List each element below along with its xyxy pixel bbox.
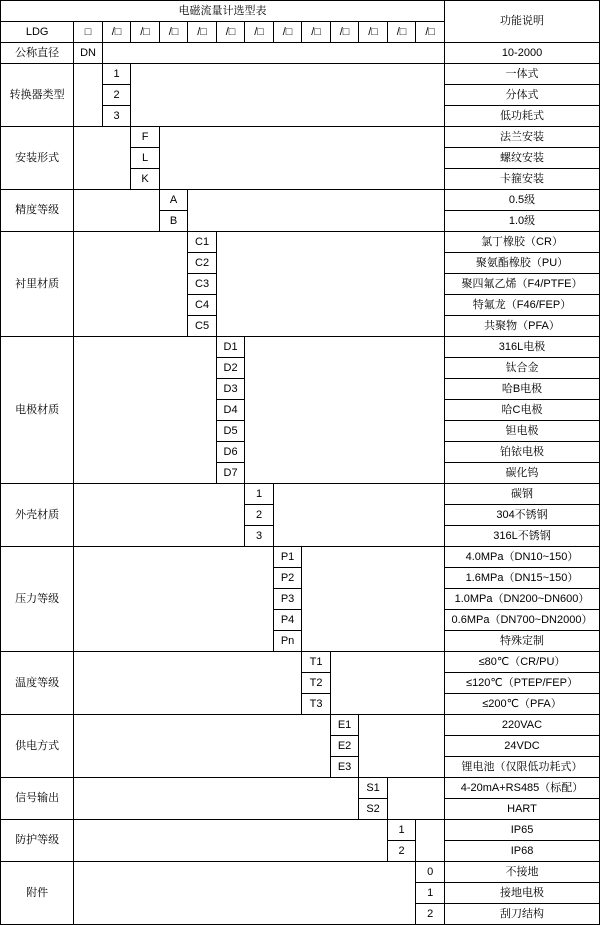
code-pressure-2: P2	[273, 568, 302, 589]
desc-electrode-5: 钽电极	[445, 421, 600, 442]
spacer-conv-right	[131, 64, 445, 127]
code-temperature-3: T3	[302, 694, 331, 715]
code-box-10: /□	[359, 22, 388, 43]
code-pressure-3: P3	[273, 589, 302, 610]
code-accuracy-1: A	[159, 190, 188, 211]
row-accuracy-1	[1, 190, 600, 211]
code-box-6: /□	[245, 22, 274, 43]
code-lining-4: C4	[188, 295, 217, 316]
spacer-lining-right	[216, 232, 444, 337]
desc-housing-1: 碳钢	[445, 484, 600, 505]
spacer-housing-left	[74, 484, 245, 547]
desc-pressure-1: 4.0MPa（DN10~150）	[445, 547, 600, 568]
code-signal-1: S1	[359, 778, 388, 799]
code-converter-type-3: 3	[102, 106, 131, 127]
code-converter-type-1: 1	[102, 64, 131, 85]
spacer-nominal-diameter	[102, 43, 444, 64]
desc-lining-5: 共聚物（PFA）	[445, 316, 600, 337]
desc-lining-1: 氯丁橡胶（CR）	[445, 232, 600, 253]
row-label-accuracy: 精度等级	[1, 190, 74, 232]
code-box-1: /□	[102, 22, 131, 43]
desc-accessory-3: 刮刀结构	[445, 904, 600, 925]
row-label-electrode: 电极材质	[1, 337, 74, 484]
desc-signal-1: 4-20mA+RS485（标配）	[445, 778, 600, 799]
desc-electrode-6: 铂铱电极	[445, 442, 600, 463]
code-pressure-4: P4	[273, 610, 302, 631]
desc-converter-type-2: 分体式	[445, 85, 600, 106]
desc-install-type-2: 螺纹安装	[445, 148, 600, 169]
desc-pressure-2: 1.6MPa（DN15~150）	[445, 568, 600, 589]
model-prefix: LDG	[1, 22, 74, 43]
code-box-9: /□	[330, 22, 359, 43]
spacer-accessory-left	[74, 862, 416, 925]
desc-electrode-7: 碳化钨	[445, 463, 600, 484]
code-box-11: /□	[387, 22, 416, 43]
code-lining-3: C3	[188, 274, 217, 295]
desc-nominal-diameter: 10-2000	[445, 43, 600, 64]
spacer-power-left	[74, 715, 331, 778]
code-temperature-1: T1	[302, 652, 331, 673]
code-box-3: /□	[159, 22, 188, 43]
code-power-2: E2	[330, 736, 359, 757]
code-electrode-2: D2	[216, 358, 245, 379]
desc-lining-2: 聚氨酯橡胶（PU）	[445, 253, 600, 274]
desc-accuracy-1: 0.5级	[445, 190, 600, 211]
code-temperature-2: T2	[302, 673, 331, 694]
row-housing-1	[1, 484, 600, 505]
code-housing-3: 3	[245, 526, 274, 547]
code-lining-1: C1	[188, 232, 217, 253]
code-lining-2: C2	[188, 253, 217, 274]
row-pressure-1	[1, 547, 600, 568]
row-protection-1	[1, 820, 600, 841]
desc-pressure-4: 0.6MPa（DN700~DN2000）	[445, 610, 600, 631]
row-label-temperature: 温度等级	[1, 652, 74, 715]
desc-install-type-3: 卡箍安装	[445, 169, 600, 190]
spacer-install-right	[159, 127, 444, 190]
spacer-signal-left	[74, 778, 359, 820]
code-electrode-6: D6	[216, 442, 245, 463]
row-converter-type-1	[1, 64, 600, 85]
spacer-housing-right	[273, 484, 444, 547]
spacer-pressure-right	[302, 547, 445, 652]
code-install-type-1: F	[131, 127, 160, 148]
desc-install-type-1: 法兰安装	[445, 127, 600, 148]
code-box-8: /□	[302, 22, 331, 43]
spacer-protection-left	[74, 820, 388, 862]
desc-housing-2: 304不锈钢	[445, 505, 600, 526]
desc-protection-1: IP65	[445, 820, 600, 841]
code-accessory-2: 1	[416, 883, 445, 904]
table-title: 电磁流量计选型表	[1, 1, 445, 22]
desc-temperature-1: ≤80℃（CR/PU）	[445, 652, 600, 673]
spacer-power-right	[359, 715, 445, 778]
spacer-lining-left	[74, 232, 188, 337]
desc-power-2: 24VDC	[445, 736, 600, 757]
code-power-3: E3	[330, 757, 359, 778]
desc-electrode-4: 哈C电极	[445, 400, 600, 421]
code-electrode-7: D7	[216, 463, 245, 484]
desc-protection-2: IP68	[445, 841, 600, 862]
row-label-install-type: 安装形式	[1, 127, 74, 190]
code-box-5: /□	[216, 22, 245, 43]
row-label-converter-type: 转换器类型	[1, 64, 74, 127]
code-box-7: /□	[273, 22, 302, 43]
code-electrode-5: D5	[216, 421, 245, 442]
row-label-nominal-diameter: 公称直径	[1, 43, 74, 64]
code-install-type-2: L	[131, 148, 160, 169]
desc-accessory-1: 不接地	[445, 862, 600, 883]
row-label-lining: 衬里材质	[1, 232, 74, 337]
code-electrode-3: D3	[216, 379, 245, 400]
table-title-row	[1, 1, 600, 22]
row-lining-1	[1, 232, 600, 253]
spacer-temp-left	[74, 652, 302, 715]
function-desc-header: 功能说明	[445, 1, 600, 43]
desc-signal-2: HART	[445, 799, 600, 820]
code-accessory-3: 2	[416, 904, 445, 925]
code-box-4: /□	[188, 22, 217, 43]
desc-accuracy-2: 1.0级	[445, 211, 600, 232]
code-box-12: /□	[416, 22, 445, 43]
desc-temperature-2: ≤120℃（PTEP/FEP）	[445, 673, 600, 694]
spacer-install-left	[74, 127, 131, 190]
spacer-temp-right	[330, 652, 444, 715]
code-pressure-1: P1	[273, 547, 302, 568]
desc-converter-type-1: 一体式	[445, 64, 600, 85]
code-housing-2: 2	[245, 505, 274, 526]
code-signal-2: S2	[359, 799, 388, 820]
code-housing-1: 1	[245, 484, 274, 505]
desc-temperature-3: ≤200℃（PFA）	[445, 694, 600, 715]
spacer-protection-right	[416, 820, 445, 862]
code-protection-1: 1	[387, 820, 416, 841]
code-accessory-1: 0	[416, 862, 445, 883]
spacer-conv-left	[74, 64, 103, 127]
desc-power-3: 锂电池（仅限低功耗式）	[445, 757, 600, 778]
spacer-signal-right	[387, 778, 444, 820]
row-accessory-1	[1, 862, 600, 883]
row-label-protection: 防护等级	[1, 820, 74, 862]
code-protection-2: 2	[387, 841, 416, 862]
code-electrode-4: D4	[216, 400, 245, 421]
desc-lining-3: 聚四氟乙烯（F4/PTFE）	[445, 274, 600, 295]
code-converter-type-2: 2	[102, 85, 131, 106]
row-label-signal: 信号输出	[1, 778, 74, 820]
row-label-pressure: 压力等级	[1, 547, 74, 652]
code-install-type-3: K	[131, 169, 160, 190]
row-power-1	[1, 715, 600, 736]
desc-electrode-3: 哈B电极	[445, 379, 600, 400]
spacer-accuracy-right	[188, 190, 445, 232]
desc-electrode-2: 钛合金	[445, 358, 600, 379]
desc-power-1: 220VAC	[445, 715, 600, 736]
code-accuracy-2: B	[159, 211, 188, 232]
desc-pressure-5: 特殊定制	[445, 631, 600, 652]
code-box-0: □	[74, 22, 103, 43]
desc-converter-type-3: 低功耗式	[445, 106, 600, 127]
spacer-pressure-left	[74, 547, 274, 652]
row-temperature-1	[1, 652, 600, 673]
desc-lining-4: 特氟龙（F46/FEP）	[445, 295, 600, 316]
spacer-accuracy-left	[74, 190, 160, 232]
row-electrode-1	[1, 337, 600, 358]
row-nominal-diameter	[1, 43, 600, 64]
code-power-1: E1	[330, 715, 359, 736]
spacer-electrode-right	[245, 337, 445, 484]
code-lining-5: C5	[188, 316, 217, 337]
row-label-housing: 外壳材质	[1, 484, 74, 547]
code-pressure-5: Pn	[273, 631, 302, 652]
code-box-2: /□	[131, 22, 160, 43]
spacer-electrode-left	[74, 337, 217, 484]
row-install-type-1	[1, 127, 600, 148]
desc-pressure-3: 1.0MPa（DN200~DN600）	[445, 589, 600, 610]
desc-electrode-1: 316L电极	[445, 337, 600, 358]
desc-accessory-2: 接地电极	[445, 883, 600, 904]
code-electrode-1: D1	[216, 337, 245, 358]
code-nominal-diameter: DN	[74, 43, 103, 64]
row-label-power: 供电方式	[1, 715, 74, 778]
row-signal-1	[1, 778, 600, 799]
row-label-accessory: 附件	[1, 862, 74, 925]
desc-housing-3: 316L不锈钢	[445, 526, 600, 547]
